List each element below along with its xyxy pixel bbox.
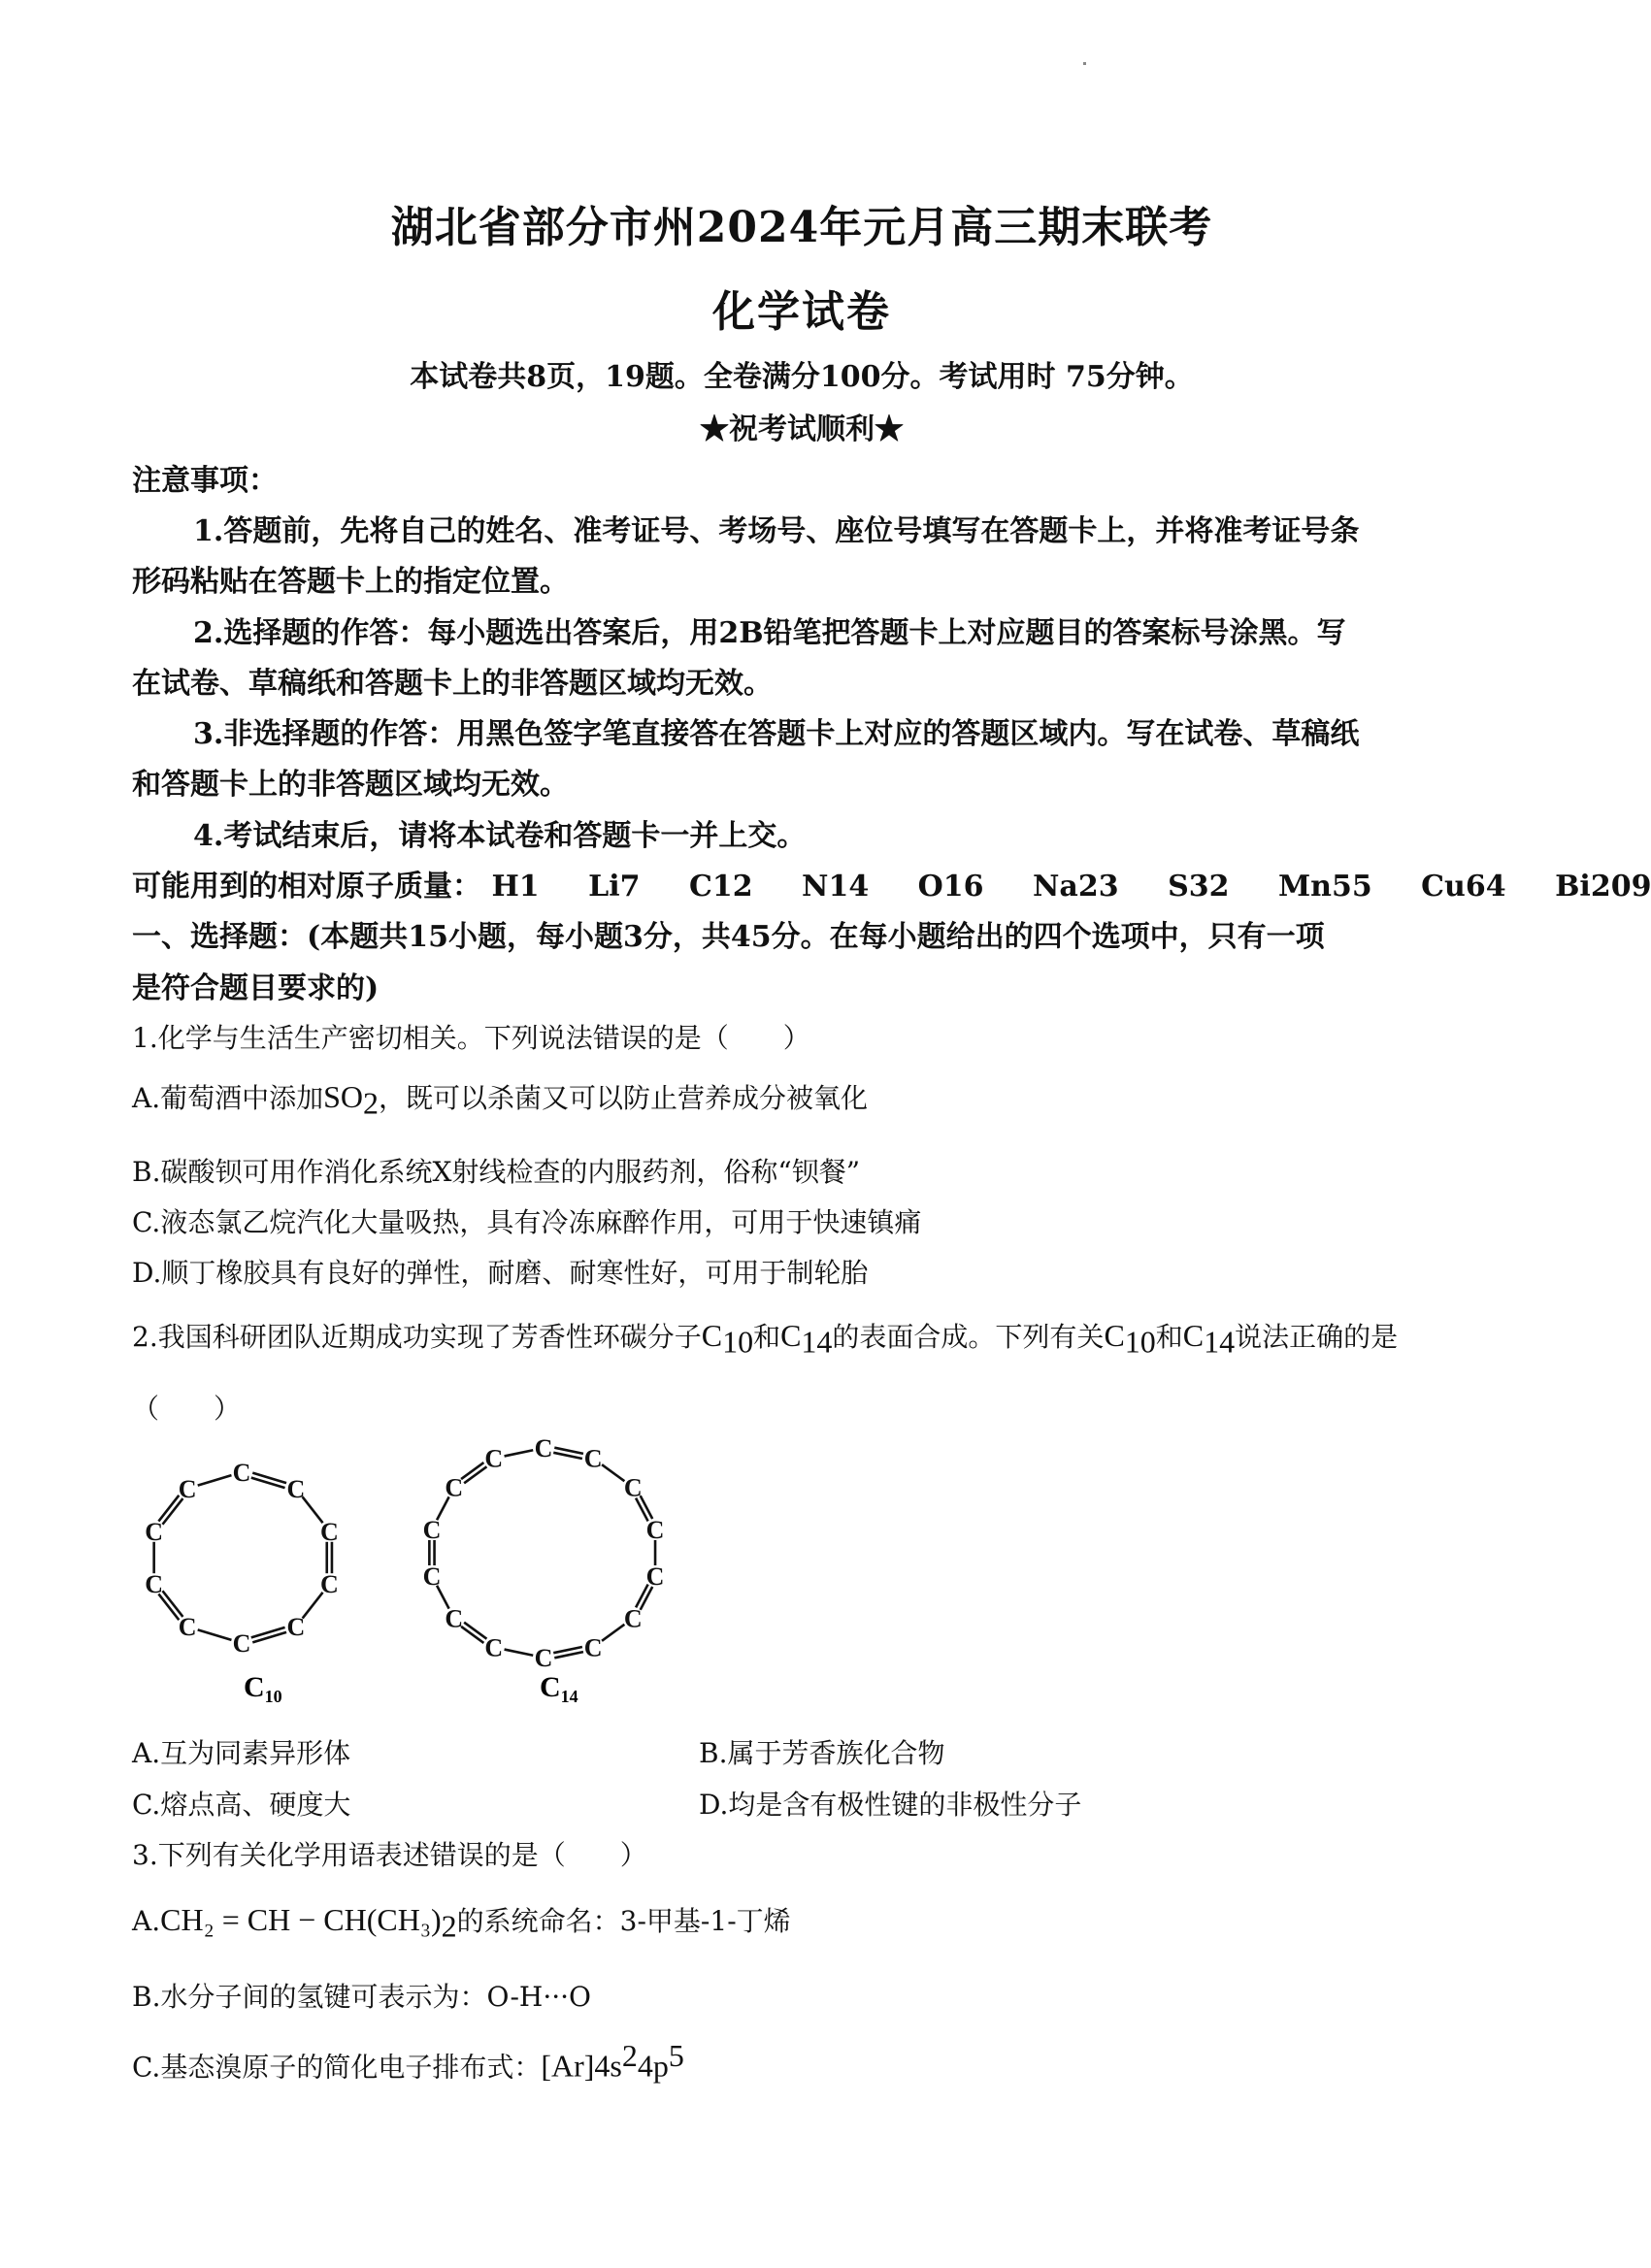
q2-option-d: D.均是含有极性键的非极性分子	[699, 1789, 1082, 1821]
mass-bi: Bi209	[1555, 870, 1651, 904]
mass-o: O16	[917, 870, 984, 904]
c14-atom-0: C	[534, 1434, 553, 1463]
q2-c14-b: C	[1182, 1318, 1205, 1353]
figure-background	[132, 1436, 676, 1708]
q2-c10-a: C	[701, 1318, 723, 1353]
section1-line1: 一、选择题：(本题共15小题，每小题3分，共45分。在每小题给出的四个选项中，只有一项	[132, 920, 1325, 954]
q2-sub14-a: 14	[801, 1324, 833, 1360]
c14-atom-11: C	[422, 1515, 442, 1544]
q2-option-b: B.属于芳香族化合物	[699, 1737, 945, 1769]
q1-a-post: ，既可以杀菌又可以防止营养成分被氧化	[379, 1082, 869, 1114]
notice-item-2-line2: 在试卷、草稿纸和答题卡上的非答题区域均无效。	[132, 667, 773, 701]
q1-stem: 1.化学与生活生产密切相关。下列说法错误的是（ ）	[132, 1022, 810, 1054]
notice-heading: 注意事项：	[132, 464, 278, 498]
atomic-mass-line	[132, 862, 1651, 904]
q2-sub14-b: 14	[1204, 1324, 1236, 1360]
c10-atom-9: C	[178, 1474, 197, 1503]
notice-item-4: 4.考试结束后，请将本试卷和答题卡一并上交。	[193, 819, 807, 853]
cyclocarbon-figure	[132, 1436, 676, 1708]
c14-label: $C_{14}$	[540, 1671, 578, 1706]
q1-option-b: B.碳酸钡可用作消化系统X射线检查的内服药剂，俗称“钡餐”	[132, 1156, 861, 1188]
c10-atom-0: C	[232, 1459, 251, 1487]
q2-option-a: A.互为同素异形体	[132, 1737, 351, 1769]
exam-info: 本试卷共8页，19题。全卷满分100分。考试用时 75分钟。	[410, 360, 1194, 394]
mass-h: H1	[491, 870, 540, 904]
q3-option-a	[132, 1900, 791, 1945]
q2-sub10-a: 10	[722, 1324, 754, 1360]
q2-and-2: 和	[1155, 1321, 1183, 1353]
c10-atom-2: C	[319, 1517, 339, 1546]
c14-atom-3: C	[645, 1515, 665, 1544]
section1-line2: 是符合题目要求的)	[132, 971, 380, 1005]
q2-and-1: 和	[753, 1321, 781, 1353]
c10-atom-7: C	[145, 1570, 164, 1599]
q2-stem-pre: 2.我国科研团队近期成功实现了芳香性环碳分子	[132, 1321, 702, 1353]
c14-atom-4: C	[645, 1562, 665, 1592]
atomic-mass-label: 可能用到的相对原子质量：	[132, 870, 481, 904]
mass-c: C12	[688, 870, 753, 904]
q2-stem	[132, 1316, 1398, 1361]
q1-a-sub: 2	[363, 1085, 380, 1121]
q2-stem-post: 说法正确的是	[1235, 1321, 1399, 1353]
q1-option-d: D.顺丁橡胶具有良好的弹性，耐磨、耐寒性好，可用于制轮胎	[132, 1257, 869, 1289]
c10-label: $C_{10}$	[244, 1671, 282, 1706]
q3-a-post: 的系统命名：3-甲基-1-丁烯	[456, 1905, 791, 1937]
mass-cu: Cu64	[1421, 870, 1506, 904]
notice-item-2-line1: 2.选择题的作答：每小题选出答案后，用2B铅笔把答题卡上对应题目的答案标号涂黑。写	[193, 616, 1346, 650]
q3-c-formula: [Ar]4s	[541, 2048, 622, 2084]
q3-option-c	[132, 2038, 684, 2085]
q3-c-pre: C.基态溴原子的简化电子排布式：	[132, 2051, 542, 2084]
q1-option-c: C.液态氯乙烷汽化大量吸热，具有冷冻麻醉作用，可用于快速镇痛	[132, 1206, 922, 1238]
c14-atom-13: C	[484, 1444, 504, 1473]
q2-c10-b: C	[1104, 1318, 1125, 1353]
c14-atom-12: C	[445, 1473, 464, 1502]
q3-option-b: B.水分子间的氢键可表示为：O-H···O	[132, 1981, 591, 2013]
scan-dot	[1083, 62, 1086, 65]
exam-title: 湖北省部分市州2024年元月高三期末联考	[390, 203, 1213, 252]
mass-n: N14	[802, 870, 870, 904]
c14-atom-5: C	[623, 1604, 643, 1633]
c14-atom-10: C	[422, 1562, 442, 1592]
c10-atom-6: C	[178, 1613, 197, 1642]
mass-li: Li7	[588, 870, 641, 904]
mass-na: Na23	[1033, 870, 1119, 904]
notice-item-1-line1: 1.答题前，先将自己的姓名、准考证号、考场号、座位号填写在答题卡上，并将准考证号条	[193, 514, 1360, 548]
q2-sub10-b: 10	[1124, 1324, 1156, 1360]
c10-atom-8: C	[145, 1517, 164, 1546]
q3-c-sup2: 5	[668, 2038, 684, 2073]
c14-atom-7: C	[534, 1644, 553, 1672]
q1-a-pre: A.葡萄酒中添加	[132, 1082, 324, 1114]
c10-atom-3: C	[319, 1570, 339, 1599]
q1-a-formula: SO	[323, 1079, 364, 1114]
c14-atom-6: C	[583, 1633, 603, 1662]
c10-atom-5: C	[232, 1629, 251, 1658]
c14-atom-8: C	[484, 1633, 504, 1662]
c14-atom-9: C	[445, 1604, 464, 1633]
good-luck-line: ★祝考试顺利★	[700, 412, 904, 446]
q1-option-a	[132, 1077, 868, 1122]
notice-item-1-line2: 形码粘贴在答题卡上的指定位置。	[132, 565, 569, 599]
q3-a-sub: 2	[441, 1908, 457, 1944]
c14-atom-2: C	[623, 1473, 643, 1502]
q2-c14-a: C	[780, 1318, 802, 1353]
q3-stem: 3.下列有关化学用语表述错误的是（ ）	[132, 1839, 647, 1871]
q3-c-mid: 4p	[637, 2048, 669, 2084]
q3-a-formula: CH₂ = CH − CH(CH₃)	[160, 1902, 442, 1937]
mass-mn: Mn55	[1277, 870, 1372, 904]
notice-item-3-line2: 和答题卡上的非答题区域均无效。	[132, 768, 569, 802]
q2-option-c: C.熔点高、硬度大	[132, 1789, 351, 1821]
q2-paren: （ ）	[132, 1393, 242, 1425]
q2-stem-mid: 的表面合成。下列有关	[832, 1321, 1105, 1353]
subject-title: 化学试卷	[712, 287, 891, 337]
mass-s: S32	[1168, 870, 1230, 904]
c10-atom-4: C	[286, 1613, 306, 1642]
q3-a-prefix: A.	[132, 1905, 161, 1937]
notice-item-3-line1: 3.非选择题的作答：用黑色签字笔直接答在答题卡上对应的答题区域内。写在试卷、草稿纸	[193, 717, 1360, 751]
c14-atom-1: C	[583, 1444, 603, 1473]
q3-c-sup1: 2	[621, 2038, 638, 2073]
c10-atom-1: C	[286, 1474, 306, 1503]
